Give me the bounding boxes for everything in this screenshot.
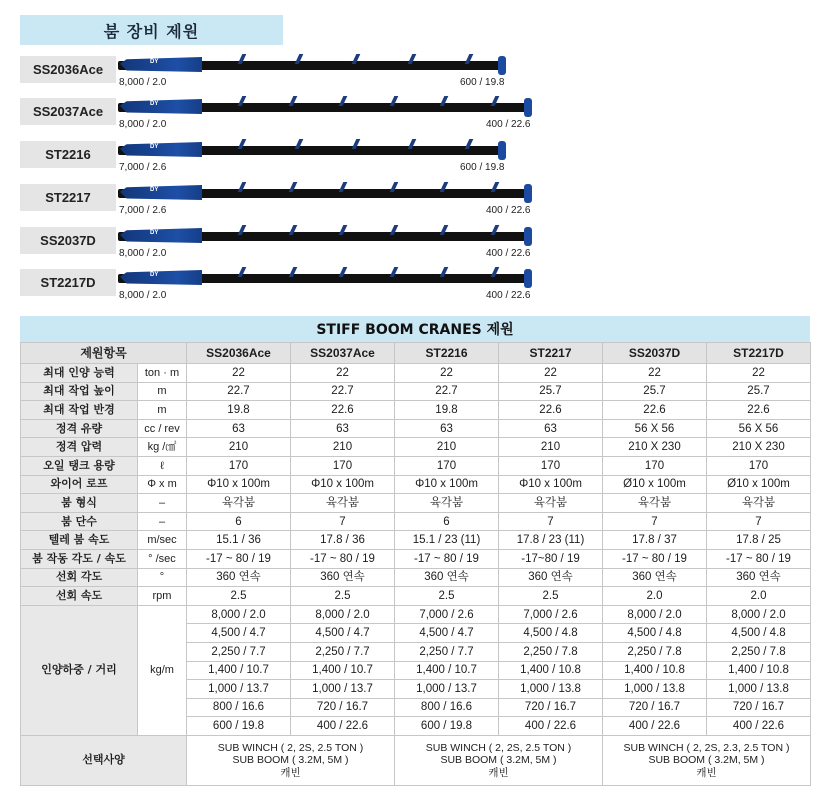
spec-value: -17~80 / 19 (499, 549, 603, 568)
load-value: 720 / 16.7 (603, 698, 707, 717)
spec-value: 170 (603, 456, 707, 475)
boom-model-label: SS2037Ace (20, 98, 116, 125)
spec-value: 22.6 (499, 401, 603, 420)
spec-item-label: 정격 압력 (21, 438, 138, 457)
options-row (21, 735, 811, 785)
spec-value: 210 (187, 438, 291, 457)
boom-diagram (118, 221, 548, 259)
boom-max-reach: 400 / 22.6 (486, 248, 531, 259)
load-value: 400 / 22.6 (707, 717, 811, 736)
spec-row (21, 549, 811, 568)
option-group (395, 735, 603, 785)
spec-row (21, 587, 811, 606)
brand-logo: DY (150, 187, 159, 193)
header-model: SS2037Ace (291, 343, 395, 364)
load-value: 1,400 / 10.7 (395, 661, 499, 680)
spec-value: 210 (291, 438, 395, 457)
spec-row (21, 419, 811, 438)
spec-unit: – (138, 494, 187, 513)
spec-row (21, 456, 811, 475)
load-value: 1,400 / 10.7 (291, 661, 395, 680)
option-line: 캐빈 (488, 766, 509, 779)
spec-row (21, 512, 811, 531)
spec-value: 15.1 / 23 (11) (395, 531, 499, 550)
spec-value: 63 (499, 419, 603, 438)
brand-logo: DY (150, 230, 159, 236)
spec-item-label: 최대 작업 반경 (21, 401, 138, 420)
option-line: SUB WINCH ( 2, 2S, 2.5 TON ) (425, 741, 572, 754)
boom-min-load: 7,000 / 2.6 (119, 162, 167, 173)
spec-value: 2.0 (707, 587, 811, 606)
spec-value: 63 (291, 419, 395, 438)
spec-value: Φ10 x 100m (395, 475, 499, 494)
load-value: 1,000 / 13.7 (291, 680, 395, 699)
boom-base (120, 228, 202, 243)
spec-item-label: 선회 속도 (21, 587, 138, 606)
load-value: 600 / 19.8 (395, 717, 499, 736)
header-model: SS2037D (603, 343, 707, 364)
spec-value: 56 X 56 (707, 419, 811, 438)
spec-value: -17 ~ 80 / 19 (187, 549, 291, 568)
spec-row (21, 531, 811, 550)
load-unit: kg/m (138, 605, 187, 735)
spec-value: 17.8 / 25 (707, 531, 811, 550)
boom-tip (524, 269, 532, 288)
spec-value: 22.7 (291, 382, 395, 401)
boom-tip (524, 184, 532, 203)
load-value: 400 / 22.6 (603, 717, 707, 736)
boom-max-reach: 400 / 22.6 (486, 119, 531, 130)
brand-logo: DY (150, 101, 159, 107)
load-value: 800 / 16.6 (187, 698, 291, 717)
spec-value: -17 ~ 80 / 19 (707, 549, 811, 568)
spec-value: -17 ~ 80 / 19 (291, 549, 395, 568)
spec-value: 육각붐 (395, 494, 499, 513)
spec-value: 210 (395, 438, 499, 457)
spec-value: 170 (499, 456, 603, 475)
boom-max-reach: 600 / 19.8 (460, 77, 505, 88)
load-value: 1,400 / 10.8 (707, 661, 811, 680)
load-value: 2,250 / 7.8 (499, 642, 603, 661)
spec-unit: m (138, 401, 187, 420)
spec-value: 360 연속 (499, 568, 603, 587)
spec-value: 22.7 (187, 382, 291, 401)
load-row (21, 605, 811, 624)
spec-item-label: 오일 탱크 용량 (21, 456, 138, 475)
boom-diagram (118, 50, 522, 88)
spec-value: 25.7 (603, 382, 707, 401)
load-value: 1,000 / 13.8 (499, 680, 603, 699)
boom-model-label: ST2217D (20, 269, 116, 296)
boom-max-reach: 400 / 22.6 (486, 290, 531, 301)
spec-unit: ton · m (138, 364, 187, 383)
spec-value: 22 (603, 364, 707, 383)
boom-base (120, 270, 202, 285)
spec-value: 7 (499, 512, 603, 531)
load-value: 2,250 / 7.7 (187, 642, 291, 661)
spec-value: 210 X 230 (707, 438, 811, 457)
spec-value: 25.7 (499, 382, 603, 401)
load-value: 7,000 / 2.6 (395, 605, 499, 624)
boom-max-reach: 600 / 19.8 (460, 162, 505, 173)
load-value: 1,400 / 10.8 (603, 661, 707, 680)
spec-value: Φ10 x 100m (187, 475, 291, 494)
boom-diagram (118, 263, 548, 301)
load-value: 2,250 / 7.8 (603, 642, 707, 661)
boom-tip (498, 141, 506, 160)
spec-value: 6 (187, 512, 291, 531)
spec-unit: kg /㎠ (138, 438, 187, 457)
spec-unit: cc / rev (138, 419, 187, 438)
load-value: 2,250 / 7.7 (395, 642, 499, 661)
spec-value: 7 (291, 512, 395, 531)
option-line: 캐빈 (696, 766, 717, 779)
boom-tip (498, 56, 506, 75)
spec-value: 22 (707, 364, 811, 383)
load-value: 4,500 / 4.8 (603, 624, 707, 643)
load-value: 4,500 / 4.7 (291, 624, 395, 643)
spec-item-label: 텔레 붐 속도 (21, 531, 138, 550)
load-value: 7,000 / 2.6 (499, 605, 603, 624)
spec-value: 19.8 (187, 401, 291, 420)
option-group (603, 735, 811, 785)
boom-tip (524, 227, 532, 246)
spec-row (21, 438, 811, 457)
load-value: 400 / 22.6 (291, 717, 395, 736)
load-value: 720 / 16.7 (291, 698, 395, 717)
boom-min-load: 8,000 / 2.0 (119, 77, 167, 88)
spec-value: 육각붐 (499, 494, 603, 513)
spec-value: 육각붐 (603, 494, 707, 513)
spec-value: 25.7 (707, 382, 811, 401)
option-line: SUB BOOM ( 3.2M, 5M ) (232, 754, 349, 767)
spec-row (21, 494, 811, 513)
spec-item-label: 와이어 로프 (21, 475, 138, 494)
spec-value: 360 연속 (707, 568, 811, 587)
spec-value: 170 (291, 456, 395, 475)
boom-min-load: 8,000 / 2.0 (119, 119, 167, 130)
spec-value: 170 (395, 456, 499, 475)
boom-tip (524, 98, 532, 117)
spec-table-title: STIFF BOOM CRANES 제원 (20, 316, 810, 342)
boom-base (120, 99, 202, 114)
load-value: 4,500 / 4.8 (499, 624, 603, 643)
header-item: 제원항목 (21, 343, 187, 364)
spec-row (21, 401, 811, 420)
spec-item-label: 정격 유량 (21, 419, 138, 438)
brand-logo: DY (150, 272, 159, 278)
spec-unit: m (138, 382, 187, 401)
load-value: 8,000 / 2.0 (707, 605, 811, 624)
header-model: ST2216 (395, 343, 499, 364)
spec-value: Ø10 x 100m (707, 475, 811, 494)
spec-row (21, 382, 811, 401)
boom-max-reach: 400 / 22.6 (486, 205, 531, 216)
load-value: 4,500 / 4.7 (395, 624, 499, 643)
boom-base (120, 57, 202, 72)
spec-value: 2.5 (499, 587, 603, 606)
load-value: 1,400 / 10.7 (187, 661, 291, 680)
spec-value: 22 (291, 364, 395, 383)
spec-value: 22.6 (603, 401, 707, 420)
option-line: SUB WINCH ( 2, 2S, 2.5 TON ) (217, 741, 364, 754)
spec-value: 22.6 (291, 401, 395, 420)
load-value: 2,250 / 7.8 (707, 642, 811, 661)
load-value: 600 / 19.8 (187, 717, 291, 736)
load-value: 720 / 16.7 (707, 698, 811, 717)
boom-section-title: 붐 장비 제원 (20, 15, 283, 45)
option-group (187, 735, 395, 785)
boom-base (120, 185, 202, 200)
spec-value: Φ10 x 100m (291, 475, 395, 494)
option-line: SUB BOOM ( 3.2M, 5M ) (440, 754, 557, 767)
spec-unit: – (138, 512, 187, 531)
spec-value: 360 연속 (603, 568, 707, 587)
spec-unit: rpm (138, 587, 187, 606)
spec-value: 17.8 / 37 (603, 531, 707, 550)
spec-value: 210 (499, 438, 603, 457)
header-model: SS2036Ace (187, 343, 291, 364)
spec-row (21, 364, 811, 383)
spec-value: 360 연속 (395, 568, 499, 587)
boom-base (120, 142, 202, 157)
spec-value: 22.6 (707, 401, 811, 420)
spec-value: 19.8 (395, 401, 499, 420)
spec-item-label: 붐 형식 (21, 494, 138, 513)
option-line: SUB BOOM ( 3.2M, 5M ) (648, 754, 765, 767)
spec-item-label: 선회 각도 (21, 568, 138, 587)
option-line: 캐빈 (280, 766, 301, 779)
boom-min-load: 8,000 / 2.0 (119, 290, 167, 301)
boom-model-label: SS2037D (20, 227, 116, 254)
spec-value: 2.5 (395, 587, 499, 606)
spec-unit: ° /sec (138, 549, 187, 568)
spec-item-label: 최대 인양 능력 (21, 364, 138, 383)
spec-value: 22 (187, 364, 291, 383)
spec-value: Ø10 x 100m (603, 475, 707, 494)
spec-header-row (21, 343, 811, 364)
load-value: 8,000 / 2.0 (187, 605, 291, 624)
spec-value: 육각붐 (187, 494, 291, 513)
spec-value: 22 (395, 364, 499, 383)
spec-value: 210 X 230 (603, 438, 707, 457)
spec-item-label: 붐 단수 (21, 512, 138, 531)
load-value: 400 / 22.6 (499, 717, 603, 736)
boom-model-label: SS2036Ace (20, 56, 116, 83)
header-model: ST2217D (707, 343, 811, 364)
boom-diagram (118, 178, 548, 216)
boom-min-load: 7,000 / 2.6 (119, 205, 167, 216)
spec-value: 360 연속 (291, 568, 395, 587)
boom-diagram (118, 92, 548, 130)
load-value: 1,000 / 13.7 (395, 680, 499, 699)
spec-unit: Φ x m (138, 475, 187, 494)
spec-unit: ℓ (138, 456, 187, 475)
spec-value: 15.1 / 36 (187, 531, 291, 550)
options-item-label: 선택사양 (21, 735, 187, 785)
spec-value: 육각붐 (707, 494, 811, 513)
load-value: 1,000 / 13.8 (603, 680, 707, 699)
load-value: 1,400 / 10.8 (499, 661, 603, 680)
spec-table (20, 342, 811, 786)
spec-value: 56 X 56 (603, 419, 707, 438)
load-value: 720 / 16.7 (499, 698, 603, 717)
load-value: 1,000 / 13.7 (187, 680, 291, 699)
spec-value: 17.8 / 23 (11) (499, 531, 603, 550)
spec-value: 7 (707, 512, 811, 531)
load-item-label: 인양하중 / 거리 (21, 605, 138, 735)
spec-unit: m/sec (138, 531, 187, 550)
spec-value: 2.5 (291, 587, 395, 606)
spec-value: 360 연속 (187, 568, 291, 587)
spec-value: 22 (499, 364, 603, 383)
spec-row (21, 475, 811, 494)
spec-value: 7 (603, 512, 707, 531)
brand-logo: DY (150, 59, 159, 65)
boom-model-label: ST2217 (20, 184, 116, 211)
spec-value: 170 (707, 456, 811, 475)
spec-value: -17 ~ 80 / 19 (395, 549, 499, 568)
option-line: SUB WINCH ( 2, 2S, 2.3, 2.5 TON ) (623, 741, 790, 754)
spec-item-label: 붐 작동 각도 / 속도 (21, 549, 138, 568)
header-model: ST2217 (499, 343, 603, 364)
spec-value: 170 (187, 456, 291, 475)
spec-value: -17 ~ 80 / 19 (603, 549, 707, 568)
spec-unit: ° (138, 568, 187, 587)
spec-value: 63 (187, 419, 291, 438)
load-value: 800 / 16.6 (395, 698, 499, 717)
boom-min-load: 8,000 / 2.0 (119, 248, 167, 259)
load-value: 4,500 / 4.8 (707, 624, 811, 643)
load-value: 1,000 / 13.8 (707, 680, 811, 699)
spec-value: 육각붐 (291, 494, 395, 513)
spec-item-label: 최대 작업 높이 (21, 382, 138, 401)
spec-value: 17.8 / 36 (291, 531, 395, 550)
load-value: 2,250 / 7.7 (291, 642, 395, 661)
spec-value: 6 (395, 512, 499, 531)
spec-value: 2.5 (187, 587, 291, 606)
spec-value: 2.0 (603, 587, 707, 606)
spec-value: 63 (395, 419, 499, 438)
load-value: 4,500 / 4.7 (187, 624, 291, 643)
spec-value: Φ10 x 100m (499, 475, 603, 494)
boom-model-label: ST2216 (20, 141, 116, 168)
spec-row (21, 568, 811, 587)
load-value: 8,000 / 2.0 (603, 605, 707, 624)
load-value: 8,000 / 2.0 (291, 605, 395, 624)
spec-value: 22.7 (395, 382, 499, 401)
brand-logo: DY (150, 144, 159, 150)
boom-diagram (118, 135, 522, 173)
